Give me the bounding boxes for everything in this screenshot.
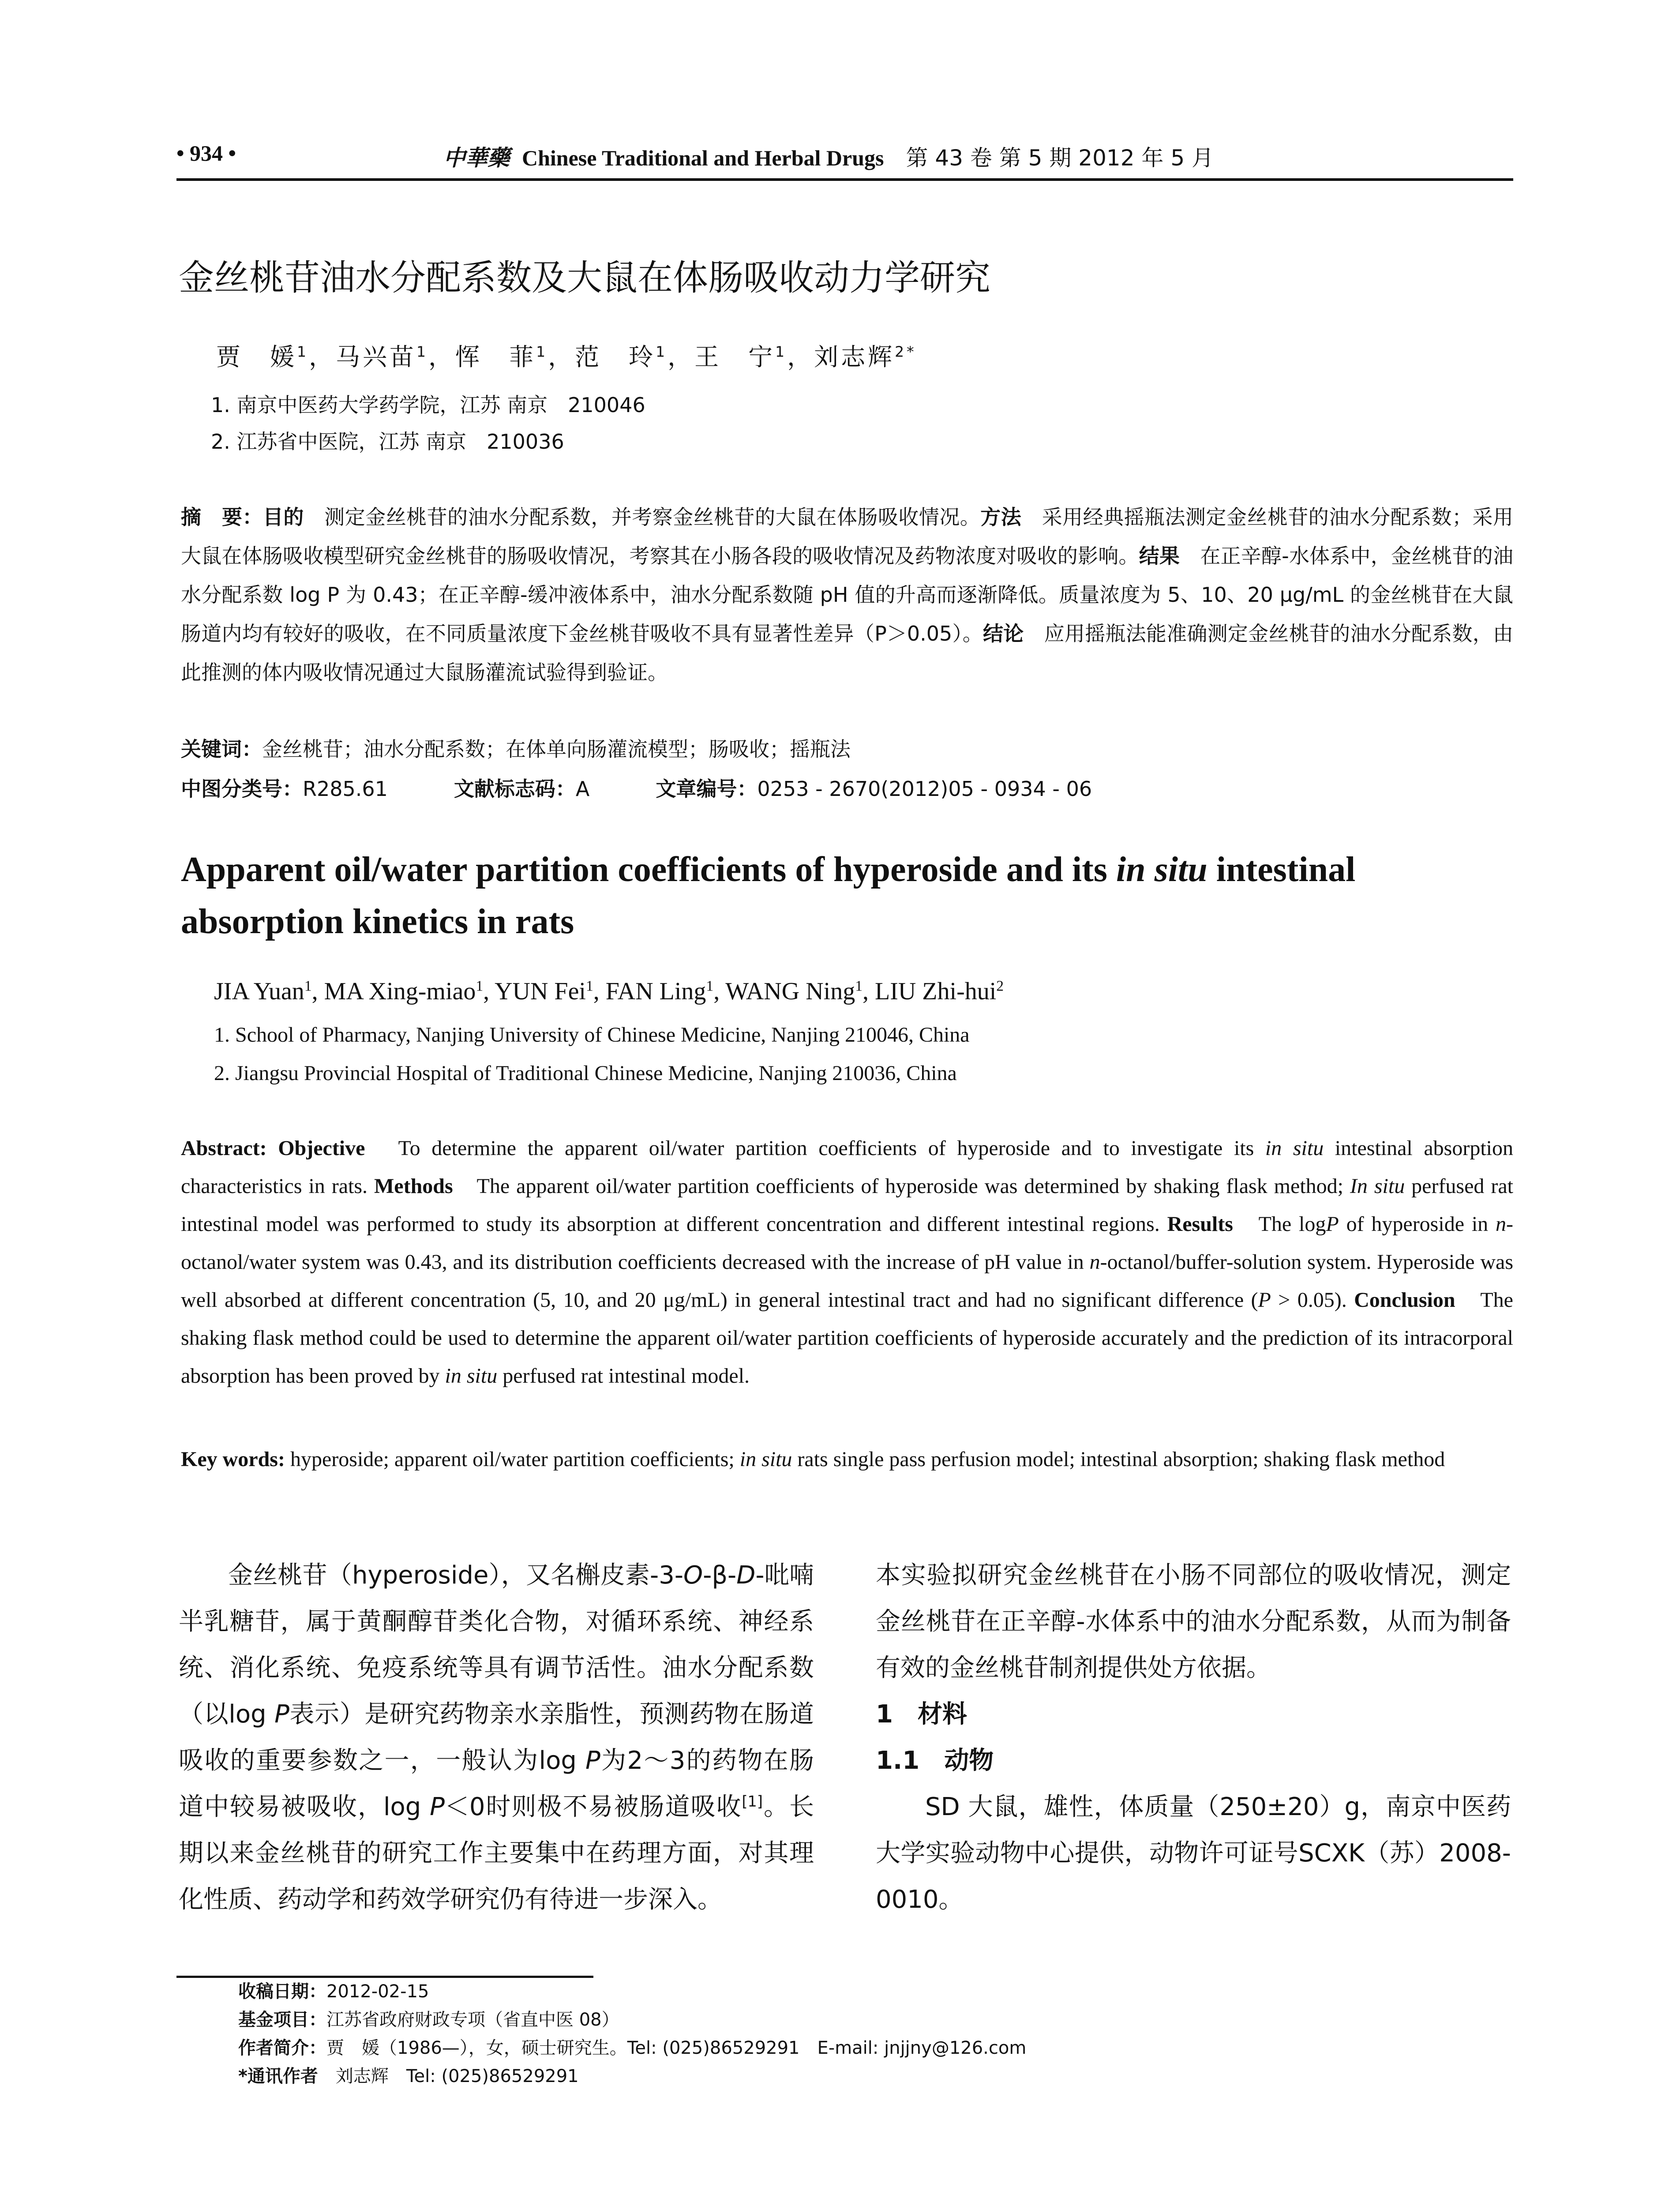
animals-paragraph: SD 大鼠，雄性，体质量（250±20）g，南京中医药大学实验动物中心提供，动物许可证号SCXK（苏）2008-0010。 — [876, 1793, 1511, 1914]
cn-author: 范 玲 — [575, 343, 656, 371]
cn-classification: 中图分类号：R285.61 文献标志码：A 文章编号：0253 - 2670(2012)05 - 0934 - 06 — [181, 777, 1092, 801]
cn-authors: 贾 媛$^1$，马兴苗$^1$，恽 菲$^1$，范 玲$^1$，王 宁$^1$，刘志辉$^{2*}$ — [216, 343, 917, 371]
body-right-column — [876, 1552, 1511, 1923]
intro-paragraph-cont: 本实验拟研究金丝桃苷在小肠不同部位的吸收情况，测定金丝桃苷在正辛醇-水体系中的油水分配系数，从而为制备有效的金丝桃苷制剂提供处方依据。 — [876, 1561, 1511, 1682]
cn-affiliation-1: 1. 南京中医药大学药学院，江苏 南京 210046 — [211, 393, 645, 417]
journal-name-cn: 中華藥 — [443, 145, 510, 171]
body-left-column — [179, 1552, 814, 1923]
journal-header — [443, 140, 1214, 172]
cn-author: 贾 媛 — [216, 343, 297, 371]
cn-keywords: 关键词：金丝桃苷；油水分配系数；在体单向肠灌流模型；肠吸收；摇瓶法 — [181, 737, 851, 761]
en-affiliation-1: 1. School of Pharmacy, Nanjing University of Chinese Medicine, Nanjing 210046, China — [214, 1023, 970, 1047]
journal-name-en: Chinese Traditional and Herbal Drugs — [522, 146, 884, 170]
en-authors: JIA Yuan$^1$, MA Xing-miao$^1$, YUN Fei$^1$, FAN Ling$^1$, WANG Ning$^1$, LIU Zhi-hui$^2$ — [214, 978, 1004, 1005]
journal-volume: 第 43 卷 第 5 期 2012 年 5 月 — [906, 145, 1214, 171]
footnote-received: 收稿日期：2012-02-15 — [238, 1981, 429, 2002]
footnote-correspondence: *通讯作者 刘志辉 Tel: (025)86529291 — [238, 2066, 579, 2086]
en-abstract: Abstract: Objective To determine the apparent oil/water partition coefficients of hyperoside and to investigate its in situ intestinal absorption characteristics in rats. Methods The apparent oil/water partition coefficients of hyperoside was determined by shaking flask method; In situ perfused rat intestinal model was performed to study its absorption at different concentration and different intestinal regions. Results The logP of hyperoside in n-octanol/water system was 0.43, and its distribution coefficients decreased with the increase of pH value in n-octanol/buffer-solution system. Hyperoside was well absorbed at different concentration (5, 10, and 20 μg/mL) in general intestinal tract and had no significant difference (P > 0.05). Conclusion The shaking flask method could be used to determine the apparent oil/water partition coefficients of hyperoside accurately and the prediction of its intracorporal absorption has been proved by in situ perfused rat intestinal model. — [181, 1137, 1514, 1388]
cn-author: 马兴苗 — [336, 343, 417, 371]
page-number: • 934 • — [176, 141, 236, 165]
section-heading-1-1: 1.1 动物 — [876, 1746, 994, 1775]
cn-title: 金丝桃苷油水分配系数及大鼠在体肠吸收动力学研究 — [179, 257, 990, 298]
cn-author: 王 宁 — [694, 343, 776, 371]
section-heading-1: 1 材料 — [876, 1700, 967, 1729]
cn-author: 恽 菲 — [455, 343, 536, 371]
en-title: Apparent oil/water partition coefficients of hyperoside and its in situ intestinal absorption kinetics in rats — [181, 850, 1356, 941]
cn-author: 刘志辉 — [814, 343, 895, 371]
header-rule — [176, 178, 1513, 181]
intro-paragraph: 金丝桃苷（hyperoside），又名槲皮素-3-O-β-D-吡喃半乳糖苷，属于黄酮醇苷类化合物，对循环系统、神经系统、消化系统、免疫系统等具有调节活性。油水分配系数（以log P表示）是研究药物亲水亲脂性，预测药物在肠道吸收的重要参数之一，一般认为log P为2～3的药物在肠道中较易被吸收，log P＜0时则极不易被肠道吸收[1]。长期以来金丝桃苷的研究工作主要集中在药理方面，对其理化性质、药动学和药效学研究仍有待进一步深入。 — [179, 1561, 814, 1914]
citation-ref: [1] — [742, 1793, 763, 1810]
en-keywords: Key words: hyperoside; apparent oil/water partition coefficients; in situ rats single pass perfusion model; intestinal absorption; shaking flask method — [181, 1448, 1445, 1471]
footnote-author: 作者简介：贾 媛（1986—），女，硕士研究生。Tel: (025)86529291 E-mail: jnjjny@126.com — [238, 2038, 1027, 2058]
cn-abstract: 摘 要：目的 测定金丝桃苷的油水分配系数，并考察金丝桃苷的大鼠在体肠吸收情况。方法 采用经典摇瓶法测定金丝桃苷的油水分配系数；采用大鼠在体肠吸收模型研究金丝桃苷的肠吸收情况，考察其在小肠各段的吸收情况及药物浓度对吸收的影响。结果 在正辛醇-水体系中，金丝桃苷的油水分配系数 log P 为 0.43；在正辛醇-缓冲液体系中，油水分配系数随 pH 值的升高而逐渐降低。质量浓度为 5、10、20 μg/mL 的金丝桃苷在大鼠肠道内均有较好的吸收，在不同质量浓度下金丝桃苷吸收不具有显著性差异（P＞0.05）。结论 应用摇瓶法能准确测定金丝桃苷的油水分配系数，由此推测的体内吸收情况通过大鼠肠灌流试验得到验证。 — [181, 505, 1514, 684]
footnotes — [238, 1977, 1026, 2090]
en-affiliation-2: 2. Jiangsu Provincial Hospital of Traditional Chinese Medicine, Nanjing 210036, China — [214, 1062, 957, 1085]
cn-affiliation-2: 2. 江苏省中医院，江苏 南京 210036 — [211, 430, 564, 454]
footnote-fund: 基金项目：江苏省政府财政专项（省直中医 08） — [238, 2010, 619, 2030]
